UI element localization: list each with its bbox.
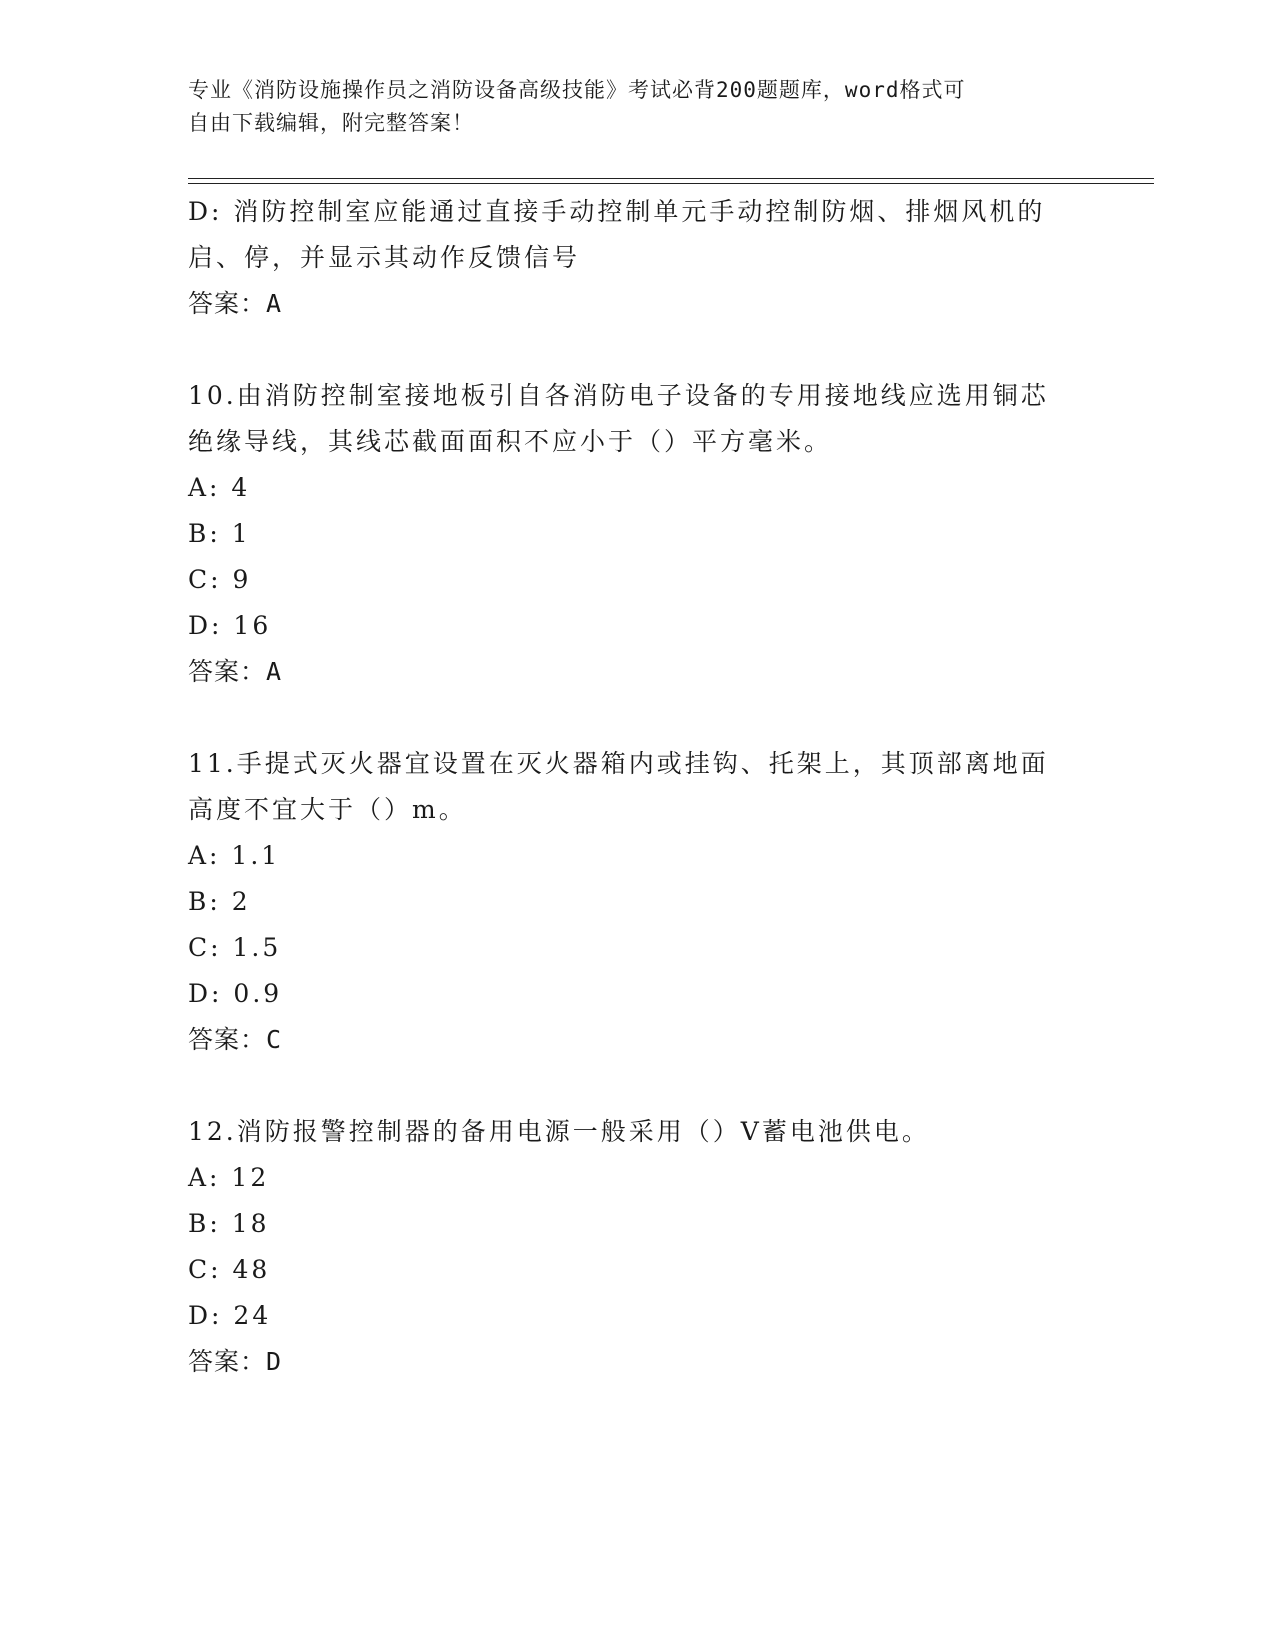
document-header — [188, 74, 1088, 140]
option-d: D: 16 — [188, 611, 272, 640]
option-a: A: 12 — [188, 1163, 270, 1192]
header-line-2: 自由下载编辑，附完整答案！ — [188, 111, 474, 135]
option-d: D: 24 — [188, 1301, 272, 1330]
option-a: A: 4 — [188, 473, 251, 502]
spacer — [188, 695, 1088, 741]
answer-line: 答案：C — [188, 1025, 283, 1054]
spacer — [188, 1063, 1088, 1109]
option-c: C: 9 — [188, 565, 252, 594]
question-stem-line: 高度不宜大于（）m。 — [188, 795, 467, 824]
question-stem-line: 12.消防报警控制器的备用电源一般采用（）V蓄电池供电。 — [188, 1117, 930, 1146]
question-stem-line: 11.手提式灭火器宜设置在灭火器箱内或挂钩、托架上，其顶部离地面 — [188, 749, 1049, 778]
header-divider-bottom — [188, 183, 1154, 184]
header-line-1: 专业《消防设施操作员之消防设备高级技能》考试必背200题题库，word格式可 — [188, 78, 966, 102]
option-b: B: 2 — [188, 887, 251, 916]
carryover-question — [188, 189, 1088, 327]
option-d: D: 0.9 — [188, 979, 283, 1008]
question-stem-line: 10.由消防控制室接地板引自各消防电子设备的专用接地线应选用铜芯 — [188, 381, 1049, 410]
option-a: A: 1.1 — [188, 841, 281, 870]
spacer — [188, 327, 1088, 373]
question-11 — [188, 741, 1088, 1063]
answer-line: 答案：A — [188, 289, 283, 318]
header-divider-top — [188, 178, 1154, 179]
option-b: B: 1 — [188, 519, 251, 548]
answer-line: 答案：D — [188, 1347, 283, 1376]
question-10 — [188, 373, 1088, 695]
option-d-line-1: D: 消防控制室应能通过直接手动控制单元手动控制防烟、排烟风机的 — [188, 197, 1046, 226]
answer-line: 答案：A — [188, 657, 283, 686]
question-12 — [188, 1109, 1088, 1385]
document-body — [188, 189, 1088, 1385]
question-stem-line: 绝缘导线，其线芯截面面积不应小于（）平方毫米。 — [188, 427, 833, 456]
option-d-line-2: 启、停，并显示其动作反馈信号 — [188, 243, 581, 272]
option-c: C: 1.5 — [188, 933, 282, 962]
option-c: C: 48 — [188, 1255, 271, 1284]
option-b: B: 18 — [188, 1209, 270, 1238]
